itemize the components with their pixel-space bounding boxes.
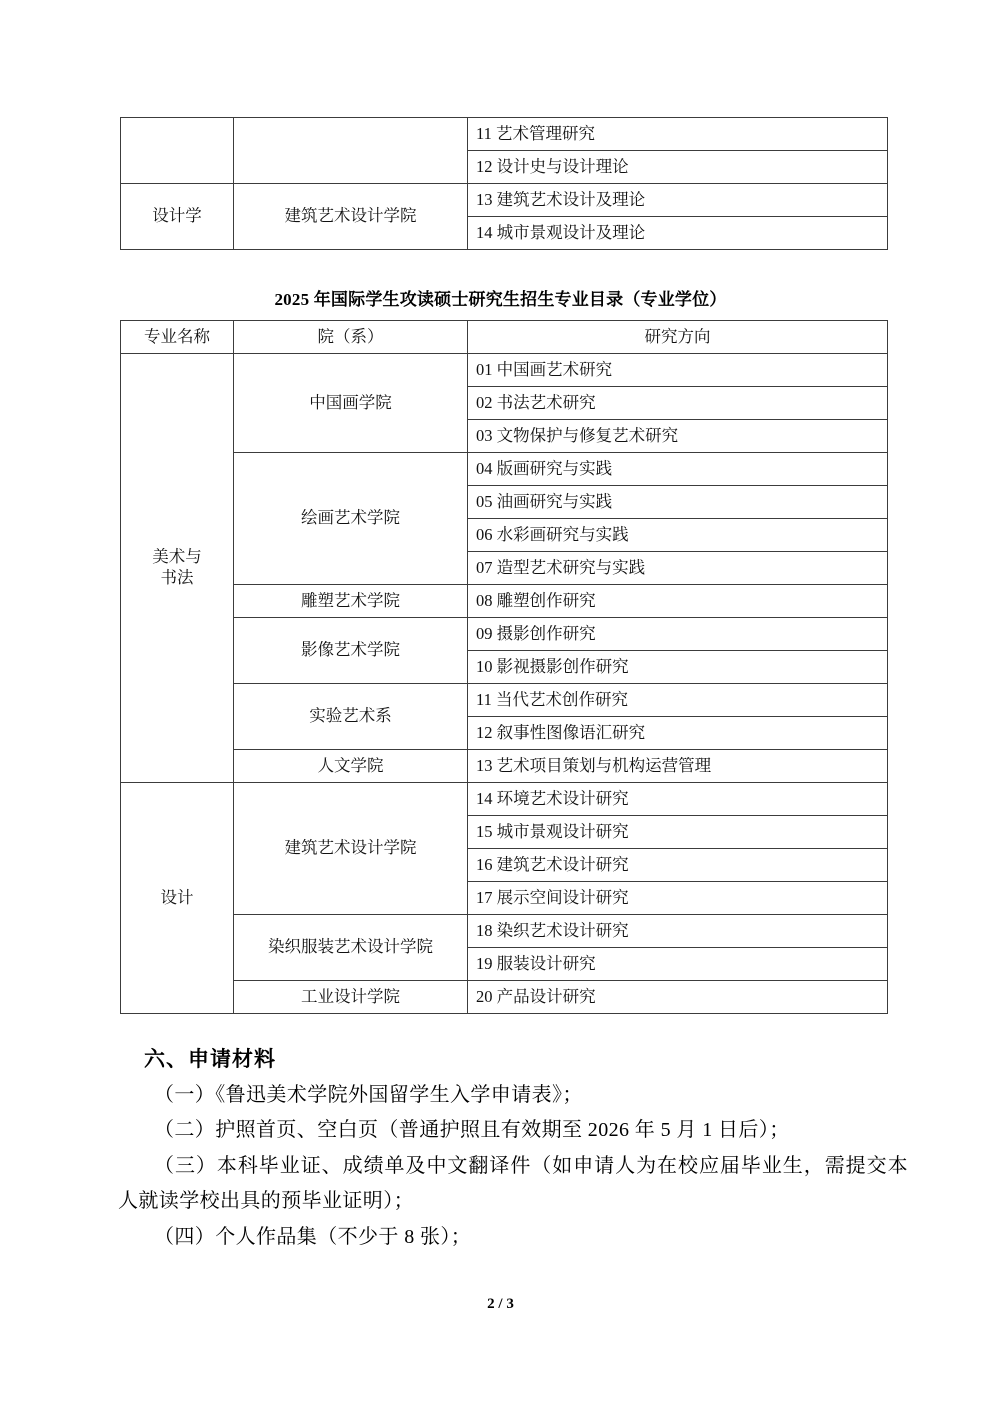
table-2-title: 2025 年国际学生攻读硕士研究生招生专业目录（专业学位） xyxy=(274,290,727,309)
table-2-container xyxy=(120,320,888,1014)
cell-college-experimental-arts: 实验艺术系 xyxy=(234,684,468,750)
cell-direction-15: 15 城市景观设计研究 xyxy=(468,816,888,849)
cell-direction-12: 12 设计史与设计理论 xyxy=(468,151,888,184)
cell-direction-07: 07 造型艺术研究与实践 xyxy=(468,552,888,585)
cell-direction-11: 11 当代艺术创作研究 xyxy=(468,684,888,717)
cell-direction-01: 01 中国画艺术研究 xyxy=(468,354,888,387)
table-row xyxy=(121,915,888,948)
table-1-container xyxy=(120,117,888,250)
material-item-3: （三）本科毕业证、成绩单及中文翻译件（如申请人为在校应届毕业生，需提交本人就读学校出具的预毕业证明）； xyxy=(118,1154,908,1213)
header-college: 院（系） xyxy=(234,321,468,354)
material-item-4: （四）个人作品集（不少于 8 张）； xyxy=(154,1225,472,1248)
application-materials-section xyxy=(118,1043,908,1256)
cell-direction-18: 18 染织艺术设计研究 xyxy=(468,915,888,948)
cell-college-humanities: 人文学院 xyxy=(234,750,468,783)
major-label-line-2: 书法 xyxy=(160,568,194,587)
table-row xyxy=(121,981,888,1014)
cell-college-textile-fashion: 染织服装艺术设计学院 xyxy=(234,915,468,981)
cell-direction-08: 08 雕塑创作研究 xyxy=(468,585,888,618)
cell-direction-13: 13 建筑艺术设计及理论 xyxy=(468,184,888,217)
header-major-name: 专业名称 xyxy=(121,321,234,354)
table-row xyxy=(121,354,888,387)
cell-direction-03: 03 文物保护与修复艺术研究 xyxy=(468,420,888,453)
cell-college-chinese-painting: 中国画学院 xyxy=(234,354,468,453)
table-row xyxy=(121,750,888,783)
material-item-1: （一）《鲁迅美术学院外国留学生入学申请表》； xyxy=(154,1083,583,1106)
cell-major-blank xyxy=(121,118,234,184)
section-heading: 六、申请材料 xyxy=(144,1047,276,1071)
cell-college-industrial-design: 工业设计学院 xyxy=(234,981,468,1014)
table-header-row xyxy=(121,321,888,354)
cell-college-image-arts: 影像艺术学院 xyxy=(234,618,468,684)
header-research-direction: 研究方向 xyxy=(468,321,888,354)
page-number: 2 / 3 xyxy=(487,1296,514,1312)
cell-direction-12: 12 叙事性图像语汇研究 xyxy=(468,717,888,750)
table-row xyxy=(121,618,888,651)
cell-direction-02: 02 书法艺术研究 xyxy=(468,387,888,420)
cell-college-architecture: 建筑艺术设计学院 xyxy=(234,184,468,250)
table-row xyxy=(121,453,888,486)
cell-direction-06: 06 水彩画研究与实践 xyxy=(468,519,888,552)
cell-direction-05: 05 油画研究与实践 xyxy=(468,486,888,519)
cell-direction-04: 04 版画研究与实践 xyxy=(468,453,888,486)
cell-college-painting-arts: 绘画艺术学院 xyxy=(234,453,468,585)
cell-direction-17: 17 展示空间设计研究 xyxy=(468,882,888,915)
cell-direction-09: 09 摄影创作研究 xyxy=(468,618,888,651)
cell-direction-14: 14 城市景观设计及理论 xyxy=(468,217,888,250)
cell-direction-14: 14 环境艺术设计研究 xyxy=(468,783,888,816)
table-row xyxy=(121,585,888,618)
cell-direction-10: 10 影视摄影创作研究 xyxy=(468,651,888,684)
material-item-2: （二）护照首页、空白页（普通护照且有效期至 2026 年 5 月 1 日后）； xyxy=(154,1119,790,1142)
professional-degree-table xyxy=(120,320,888,1014)
academic-degree-table-continued xyxy=(120,117,888,250)
table-row xyxy=(121,684,888,717)
major-label-line-1: 美术与 xyxy=(152,547,202,567)
cell-direction-11: 11 艺术管理研究 xyxy=(468,118,888,151)
cell-direction-16: 16 建筑艺术设计研究 xyxy=(468,849,888,882)
cell-major-design: 设计 xyxy=(121,783,234,1014)
cell-college-sculpture-arts: 雕塑艺术学院 xyxy=(234,585,468,618)
cell-direction-20: 20 产品设计研究 xyxy=(468,981,888,1014)
cell-direction-13: 13 艺术项目策划与机构运营管理 xyxy=(468,750,888,783)
cell-major-design-studies: 设计学 xyxy=(121,184,234,250)
cell-college-architecture-design: 建筑艺术设计学院 xyxy=(234,783,468,915)
table-row xyxy=(121,783,888,816)
table-row xyxy=(121,184,888,217)
table-row xyxy=(121,118,888,151)
cell-college-blank xyxy=(234,118,468,184)
cell-major-fine-arts-calligraphy xyxy=(121,354,234,783)
cell-direction-19: 19 服装设计研究 xyxy=(468,948,888,981)
